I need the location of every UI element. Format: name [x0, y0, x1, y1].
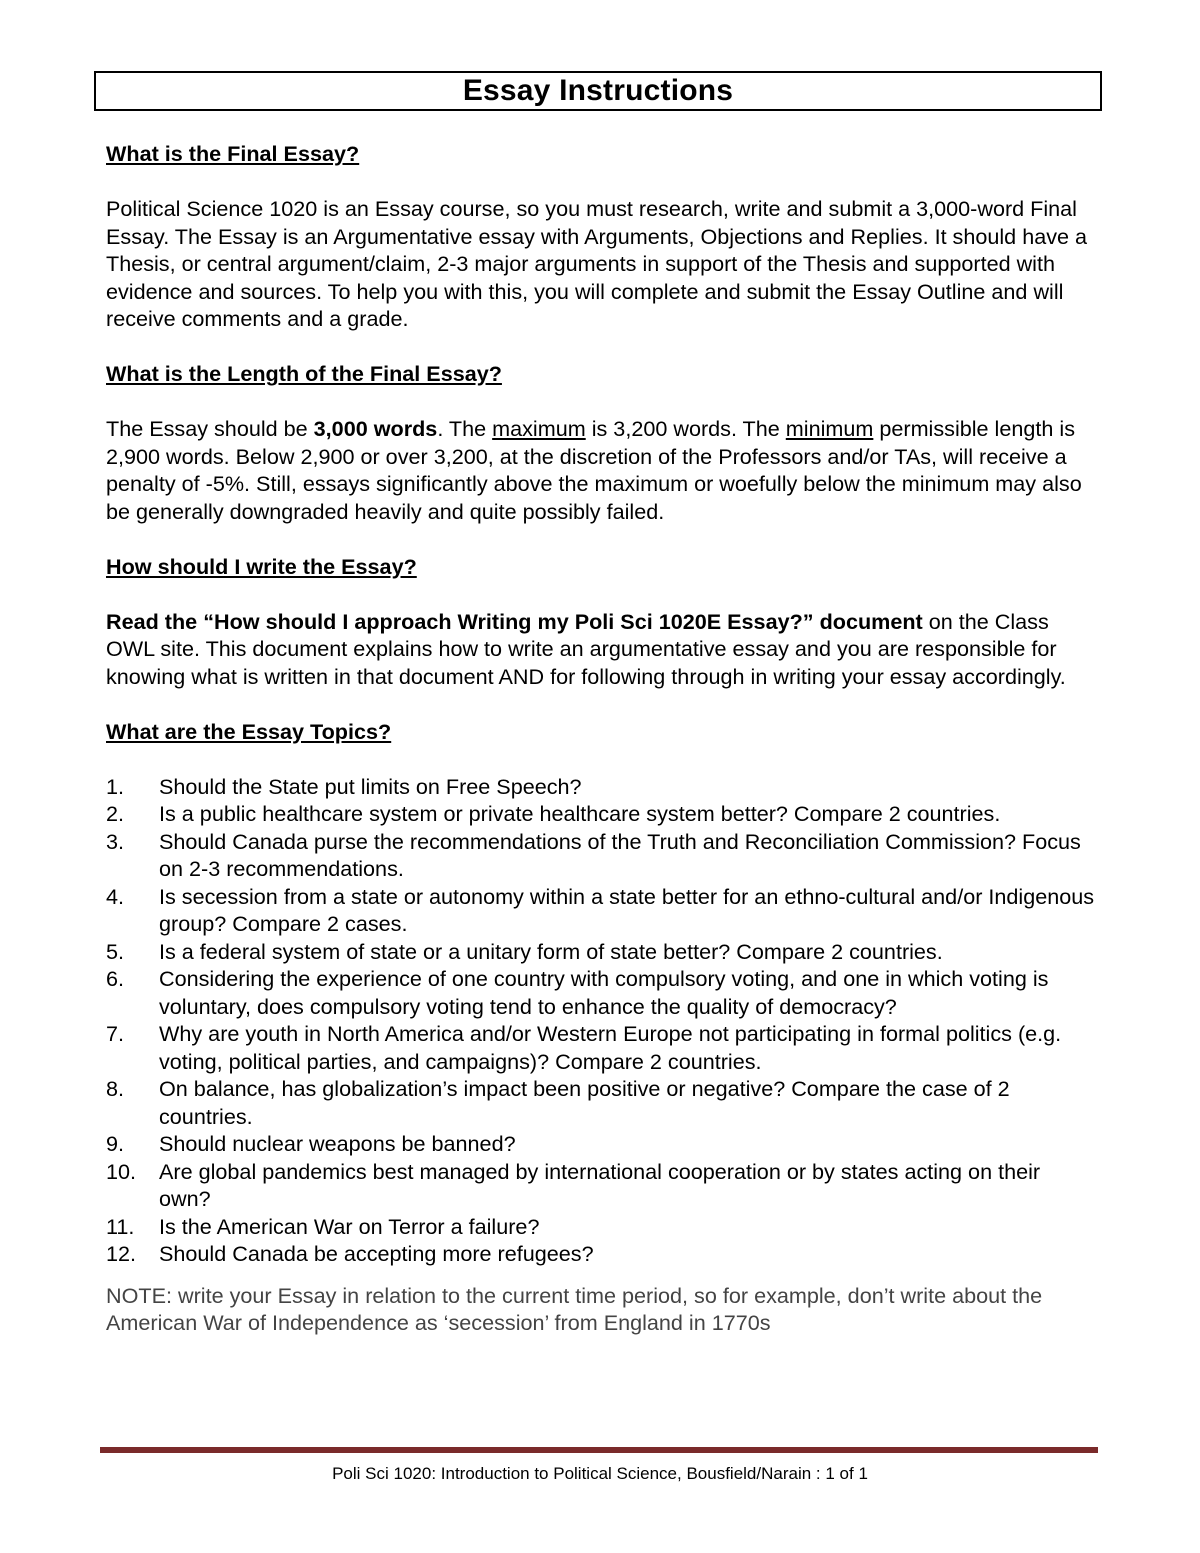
heading-length: What is the Length of the Final Essay? [106, 361, 502, 386]
document-body [106, 140, 1096, 1337]
list-item [106, 938, 1096, 966]
topic-number: 8. [106, 1076, 125, 1101]
topic-text: Is a public healthcare system or private healthcare system better? Compare 2 countries. [159, 801, 1001, 826]
heading-topics: What are the Essay Topics? [106, 718, 392, 744]
list-item [106, 883, 1096, 938]
list-item [106, 1020, 1096, 1075]
topic-text: Is secession from a state or autonomy within a state better for an ethno-cultural and/or Indigenous group? Compare 2 cases. [159, 883, 1095, 936]
list-item [106, 1130, 1096, 1158]
topic-text: Is a federal system of state or a unitary form of state better? Compare 2 countries. [159, 938, 943, 964]
list-item [106, 828, 1096, 883]
topic-text: Should the State put limits on Free Speech? [159, 773, 582, 799]
list-item [106, 1213, 1096, 1241]
topic-text: Why are youth in North America and/or Western Europe not participating in formal politics (e.g. voting, political parties, and campaigns)? Compare 2 countries. [159, 1021, 1062, 1074]
length-text-2: . The [437, 416, 493, 441]
note-paragraph: NOTE: write your Essay in relation to the current time period, so for example, don’t write about the American War of Independence as ‘secession’ from England in 1770s [106, 1282, 1043, 1335]
list-item [106, 965, 1096, 1020]
topic-text: Should nuclear weapons be banned? [159, 1131, 516, 1156]
length-text-4: permissible length is 2,900 words. Below 2,900 or over 3,200, at the discretion of the Professors and/or TAs, will receive a penalty of -5%. Still, essays significantly above the maximum or woefully below the minimum may also be generally downgraded heavily and quite possibly failed. [106, 416, 1082, 524]
topic-text: On balance, has globalization’s impact been positive or negative? Compare the case of 2 countries. [159, 1076, 1010, 1129]
list-item [106, 1075, 1096, 1130]
list-item [106, 1240, 1096, 1268]
list-item [106, 800, 1096, 828]
topic-number: 4. [106, 883, 125, 909]
length-text-1: The Essay should be [106, 416, 314, 441]
paragraph-length [106, 415, 1096, 525]
topic-text: Should Canada be accepting more refugees? [159, 1241, 594, 1266]
length-minimum-word: minimum [785, 416, 874, 441]
length-maximum-word: maximum [492, 416, 586, 441]
topics-list [106, 773, 1096, 1268]
topic-number: 9. [106, 1131, 125, 1156]
topic-number: 7. [106, 1021, 125, 1046]
list-item [106, 1158, 1096, 1213]
page-footer: Poli Sci 1020: Introduction to Political Science, Bousfield/Narain : 1 of 1 [332, 1464, 868, 1483]
length-bold-words: 3,000 words [313, 416, 438, 441]
paragraph-how-to-write [106, 608, 1096, 691]
how-to-write-bold-lead: Read the “How should I approach Writing my Poli Sci 1020E Essay?” document [106, 608, 923, 634]
list-item [106, 773, 1096, 801]
topic-text: Should Canada purse the recommendations of the Truth and Reconciliation Commission? Focus on 2-3 recommendations. [159, 828, 1081, 881]
topic-number: 11. [106, 1213, 135, 1239]
topic-text: Are global pandemics best managed by international cooperation or by states acting on their own? [159, 1158, 1041, 1211]
topic-number: 6. [106, 966, 125, 991]
page-title: Essay Instructions [462, 74, 734, 107]
topic-number: 2. [106, 801, 125, 826]
topic-number: 1. [106, 773, 125, 799]
heading-how-to-write: How should I write the Essay? [106, 553, 417, 579]
topic-text: Considering the experience of one country with compulsory voting, and one in which voting is voluntary, does compulsory voting tend to enhance the quality of democracy? [159, 966, 1049, 1019]
topic-number: 3. [106, 828, 125, 854]
topic-number: 10. [106, 1158, 137, 1184]
topic-text: Is the American War on Terror a failure? [159, 1213, 540, 1239]
footer-rule [100, 1447, 1098, 1453]
heading-final-essay: What is the Final Essay? [106, 141, 360, 166]
title-box [94, 71, 1102, 111]
paragraph-final-essay: Political Science 1020 is an Essay course, so you must research, write and submit a 3,000-word Final Essay. The Essay is an Argumentative essay with Arguments, Objections and Replies. It should have a Thesis, or central argument/claim, 2-3 major arguments in support of the Thesis and supported with evidence and sources. To help you with this, you will complete and submit the Essay Outline and will receive comments and a grade. [106, 196, 1088, 331]
length-text-3: is 3,200 words. The [585, 416, 786, 441]
topic-number: 5. [106, 938, 125, 964]
topic-number: 12. [106, 1241, 137, 1266]
how-to-write-body: on the Class OWL site. This document explains how to write an argumentative essay and you are responsible for knowing what is written in that document AND for following through in writing your essay accordingly. [106, 608, 1066, 689]
